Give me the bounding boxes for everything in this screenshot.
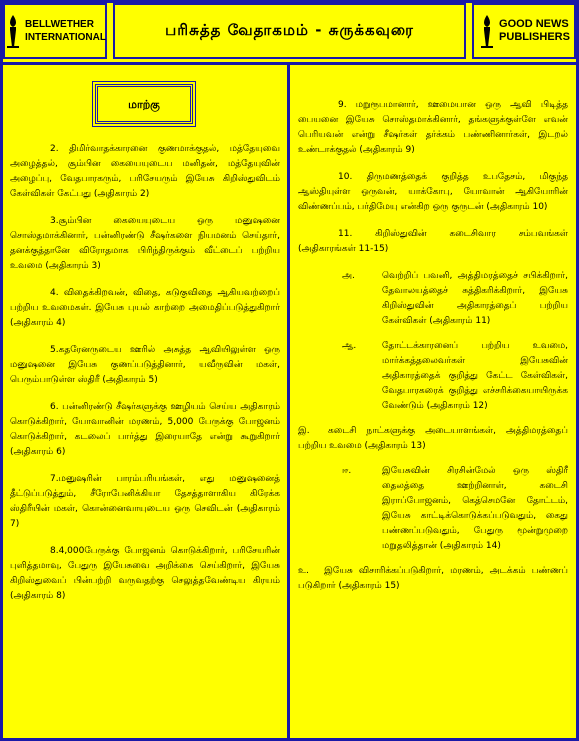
sub-item <box>298 464 568 554</box>
logo-line: INTERNATIONAL <box>25 32 106 43</box>
sub-item <box>298 424 568 454</box>
summary-paragraph: 10. திருமணத்தைக் குறித்த உபதேசம், மிகுந்த ஆஸ்தியுள்ள ஒருவன், யாக்கோபு, யோவான் ஆகியோரின் விண்ணப்பம், பர்திமேயு என்கிற ஒரு குருடன் (அதிகாரம் 10) <box>298 172 568 212</box>
summary-paragraph: 4. விதைக்கிறவன், விதை, கடுகுவிதை ஆகியவற்றைப் பற்றிய உவமைகள். இயேசு புயல் காற்றை அமைதிப்படுத்துகிறார் (அதிகாரம் 4) <box>10 288 280 328</box>
column-divider <box>287 62 290 738</box>
book-title: மாற்கு <box>95 84 193 124</box>
good-news-logo <box>472 3 576 59</box>
summary-paragraph: 7.மனுஷரின் பாரம்பரியங்கள், எது மனுஷனைத் தீட்டுப்படுத்தும், சீரோபேனிக்கியா தேசத்தாளாகிய கிரேக்க ஸ்திரீயின் மகள், கொன்னைவாயுடைய ஒரு செவிடன் (அதிகாரம் 7) <box>10 474 280 529</box>
sub-item <box>298 269 568 329</box>
sub-item-label: அ. <box>342 271 355 281</box>
summary-paragraph: 3.சூம்பின கையையுடைய ஒரு மனுஷனை சொஸ்தமாக்கினார், பன்னிரண்டு சீஷர்களை நியமனம் செய்தார், தனக்குத்தானே விரோதமாக பிரிந்திருக்கும் வீட்டைப் பற்றிய உவமை (அதிகாரம் 3) <box>10 216 280 271</box>
sub-item-text: வெற்றிப் பவனி, அத்திமரத்தைச் சபிக்கிறார், தேவாலயத்தைச் சுத்திகரிக்கிறார், இயேசு கிறிஸ்துவின் அதிகாரத்தைப் பற்றிய கேள்விகள் (அதிகாரம் 11) <box>382 271 568 326</box>
sub-item-text: இயேசுவின் சிரசின்மேல் ஒரு ஸ்திரீ தைலத்தை ஊற்றினாள், கடைசி இராப்போஜனம், கெத்செமனே தோட்டம், இயேசு காட்டிக்கொடுக்கப்படுவதும், கைது பண்ணப்படுவதும், பேதுரு மூன்றுமுறை மறுதலித்தான் (அதிகாரம் 14) <box>382 466 568 551</box>
sub-item <box>298 339 568 414</box>
right-column <box>298 70 568 604</box>
torch-icon <box>4 13 22 49</box>
summary-paragraph: 5.கதரேனருடைய ஊரில் அசுத்த ஆவியிலுள்ள ஒரு மனுஷனை இயேசு குணப்படுத்தினார், யவீருவின் மகள், பெரும்பாடுள்ள ஸ்திரீ (அதிகாரம் 5) <box>10 345 280 385</box>
page-title: பரிசுத்த வேதாகமம் - சுருக்கவுரை <box>113 3 466 59</box>
summary-paragraph: 11. கிறிஸ்துவின் கடைசிவார சம்பவங்கள் (அதிகாரங்கள் 11-15) <box>298 229 568 254</box>
sub-item-label: உ. <box>298 566 310 576</box>
header <box>3 3 576 59</box>
sub-item-label: இ. <box>298 426 310 436</box>
sub-item-text: தோட்டக்காரனைப் பற்றிய உவமை, மார்க்கத்தலைவர்கள் இயேசுவின் அதிகாரத்தைக் குறித்து கேட்ட கேள்விகள், வேதபாரகரைக் குறித்து எச்சரிக்கையாயிருக்க வேண்டும் (அதிகாரம் 12) <box>382 341 568 411</box>
sub-item-label: ஆ. <box>342 341 357 351</box>
sub-item <box>298 564 568 594</box>
torch-icon <box>478 13 496 49</box>
bellwether-logo <box>3 3 107 59</box>
left-column <box>10 70 280 616</box>
sub-item-text: இயேசு விசாரிக்கப்படுகிறார், மரணம், அடக்கம் பண்ணப் படுகிறார் (அதிகாரம் 15) <box>298 566 568 591</box>
logo-line: PUBLISHERS <box>499 31 570 43</box>
summary-paragraph: 9. மறுரூபமானார், ஊமையான ஒரு ஆவி பிடித்த பையனை இயேசு சொஸ்தமாக்கினார், தங்களுக்குள்ளே எவன் பெரியவன் என்று சீஷர்கள் தர்க்கம் பண்ணினார்கள், இடறல் உண்டாக்குதல் (அதிகாரம் 9) <box>298 100 568 155</box>
sub-item-label: ஈ. <box>342 466 352 476</box>
sub-item-text: கடைசி நாட்களுக்கு அடையாளங்கள், அத்திமரத்தைப் பற்றிய உவமை (அதிகாரம் 13) <box>298 426 568 451</box>
logo-line: BELLWETHER <box>25 19 94 30</box>
summary-paragraph: 8.4,000பேருக்கு போஜனம் கொடுக்கிறார், பரிசேயரின் புளித்தமாவு, பேதுரு இயேசுவை அறிக்கை செய்கிறார், இயேசு கிறிஸ்துவைப் பின்பற்றி வருவதற்கு செலுத்தவேண்டிய கிரயம் (அதிகாரம் 8) <box>10 546 280 601</box>
logo-line: GOOD NEWS <box>499 18 569 30</box>
summary-paragraph: 2. திமிர்வாதக்காரனை குணமாக்குதல், மத்தேயுவை அழைத்தல், சூம்பின கையையுடைய மனிதன், மத்தேயுவின் அழைப்பு, வேதபாரகரும், பரிசேயரும் இயேசு கிறிஸ்துவிடம் கேள்விகள் கேட்பது (அதிகாரம் 2) <box>10 144 280 199</box>
summary-paragraph: 6. பன்னிரண்டு சீஷர்களுக்கு ஊழியம் செய்ய அதிகாரம் கொடுக்கிறார், யோவானின் மரணம், 5,000 பேருக்கு போஜனம் கொடுக்கிறார், கடலைப் பார்த்து இரையாதே என்று கூறுகிறார் (அதிகாரம் 6) <box>10 402 280 457</box>
